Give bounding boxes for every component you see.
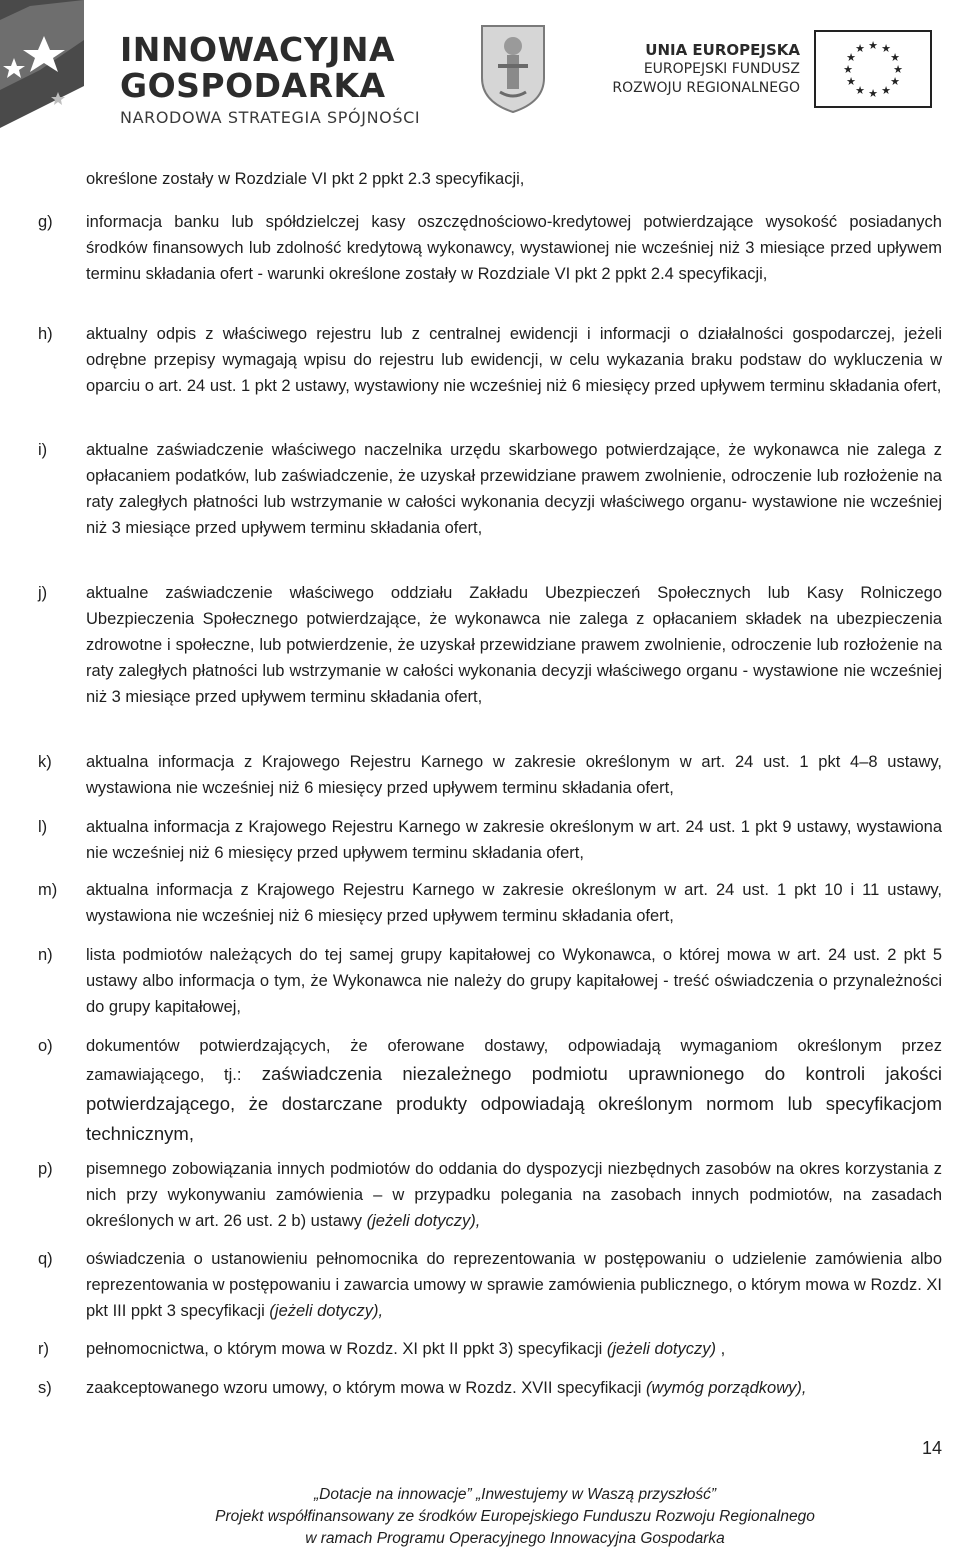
eu-title: UNIA EUROPEJSKA: [645, 41, 800, 59]
svg-text:★: ★: [881, 84, 891, 97]
svg-text:★: ★: [868, 87, 878, 100]
footer-line-3: w ramach Programu Operacyjnego Innowacyjna Gospodarka: [305, 1530, 725, 1547]
page-footer: [0, 1484, 960, 1550]
item-text-r-main: pełnomocnictwa, o którym mowa w Rozdz. XI pkt II ppkt 3) specyfikacji: [86, 1340, 607, 1358]
item-text-s-italic: (wymóg porządkowy),: [646, 1379, 807, 1397]
svg-text:★: ★: [846, 75, 856, 88]
footer-line-1: „Dotacje na innowacje” „Inwestujemy w Waszą przyszłość”: [314, 1486, 716, 1503]
logo-line-1: INNOWACYJNA: [120, 30, 396, 69]
item-label-g: g): [38, 213, 53, 231]
item-text-m: aktualna informacja z Krajowego Rejestru Karnego w zakresie określonym w art. 24 ust. 1 pkt 10 i 11 ustawy, wystawiona nie wcześniej niż 6 miesięcy przed upływem terminu składania ofert,: [86, 881, 942, 925]
item-label-k: k): [38, 753, 52, 771]
item-label-q: q): [38, 1250, 53, 1268]
item-text-h: aktualny odpis z właściwego rejestru lub z centralnej ewidencji i informacji o działalności gospodarczej, jeżeli odrębne przepisy wymagają wpisu do rejestru lub ewidencji, w celu wykazania braku podstaw do wykluczenia w oparciu o art. 24 ust. 1 pkt 2 ustawy, wystawiony nie wcześniej niż 6 miesięcy przed upływem terminu składania ofert,: [86, 325, 942, 395]
item-text-p-main: pisemnego zobowiązania innych podmiotów do oddania do dyspozycji niezbędnych zasobów na okres korzystania z nich przy wykonywaniu zamówienia – w przypadku polegania na zasobach innych podmiotów, na zasadach określonych w art. 26 ust. 2 b) ustawy: [86, 1160, 942, 1230]
svg-text:★: ★: [843, 63, 853, 76]
item-text-g: informacja banku lub spółdzielczej kasy oszczędnościowo-kredytowej potwierdzające wysokość posiadanych środków finansowych lub zdolność kredytową wykonawcy, wystawionej nie wcześniej niż 3 miesiące przed upływem terminu składania ofert - warunki określone zostały w Rozdziale VI pkt 2 ppkt 2.4 specyfikacji,: [86, 213, 942, 283]
svg-text:★: ★: [855, 42, 865, 55]
svg-text:★: ★: [893, 63, 903, 76]
eu-fund-line-2: ROZWOJU REGIONALNEGO: [612, 80, 800, 96]
page-header: [0, 0, 960, 140]
item-label-i: i): [38, 441, 48, 459]
svg-text:★: ★: [868, 39, 878, 52]
item-text-p: [86, 1156, 942, 1234]
eu-fund-line-1: EUROPEJSKI FUNDUSZ: [643, 61, 800, 77]
item-text-p-italic: (jeżeli dotyczy),: [366, 1212, 481, 1230]
item-label-s: s): [38, 1379, 52, 1397]
item-label-h: h): [38, 325, 53, 343]
item-continuation: określone zostały w Rozdziale VI pkt 2 ppkt 2.3 specyfikacji,: [86, 170, 525, 188]
item-text-r-italic: (jeżeli dotyczy): [606, 1340, 716, 1358]
item-text-i: aktualne zaświadczenie właściwego naczelnika urzędu skarbowego potwierdzające, że wykonawca nie zalega z opłacaniem podatków, lub zaświadczenie, że uzyskał przewidziane prawem zwolnienie, odroczenie lub rozłożenie na raty zaległych płatności lub wstrzymanie w całości wykonania decyzji właściwego organu- wystawione nie wcześniej niż 3 miesiące przed upływem terminu składania ofert,: [86, 441, 942, 537]
svg-text:★: ★: [881, 42, 891, 55]
item-text-s: [86, 1375, 942, 1401]
item-text-q-main: oświadczenia o ustanowieniu pełnomocnika do reprezentowania w postępowaniu o udzielenie zamówienia albo reprezentowania w postępowaniu i zawarcia umowy w sprawie zamówienia publicznego, o którym mowa w Rozdz. XI pkt III ppkt 3 specyfikacji: [86, 1250, 942, 1320]
item-label-n: n): [38, 946, 53, 964]
eu-text-block: [585, 40, 800, 98]
item-text-o-part2: zaświadczenia niezależnego podmiotu uprawnionego do kontroli jakości potwierdzającego, że dostarczane produkty odpowiadają określonym normom lub specyfikacjom technicznym,: [86, 1063, 942, 1144]
logo-line-2: GOSPODARKA: [120, 66, 386, 105]
svg-text:★: ★: [846, 51, 856, 64]
item-text-n: lista podmiotów należących do tej samej grupy kapitałowej co Wykonawca, o której mowa w art. 24 ust. 2 pkt 5 ustawy albo informacja o tym, że Wykonawca nie należy do grupy kapitałowej - treść oświadczenia o przynależności do grupy kapitałowej,: [86, 946, 942, 1016]
item-text-k: aktualna informacja z Krajowego Rejestru Karnego w zakresie określonym w art. 24 ust. 1 pkt 4–8 ustawy, wystawiona nie wcześniej niż 6 miesięcy przed upływem terminu składania ofert,: [86, 753, 942, 797]
innowacyjna-gospodarka-logo-icon: [0, 0, 118, 128]
item-label-r: r): [38, 1340, 49, 1358]
item-label-p: p): [38, 1160, 53, 1178]
svg-text:★: ★: [890, 75, 900, 88]
item-text-j: aktualne zaświadczenie właściwego oddziału Zakładu Ubezpieczeń Społecznych lub Kasy Rolniczego Ubezpieczenia Społecznego potwierdzające, że wykonawca nie zalega z opłacaniem składek na ubezpieczenia zdrowotne i społeczne, lub potwierdzenie, że uzyskał przewidziane prawem zwolnienie, odroczenie lub rozłożenie na raty zaległych płatności lub wstrzymanie w całości wykonania decyzji właściwego organu - wystawione nie wcześniej niż 3 miesiące przed upływem terminu składania ofert,: [86, 584, 942, 706]
svg-text:★: ★: [890, 51, 900, 64]
item-text-s-main: zaakceptowanego wzoru umowy, o którym mowa w Rozdz. XVII specyfikacji: [86, 1379, 646, 1397]
item-text-o-part1: dokumentów potwierdzających, że oferowane dostawy, odpowiadają wymaganiom określonym przez zamawiającego, tj.:: [86, 1037, 942, 1084]
item-text-r-tail: ,: [715, 1340, 726, 1358]
item-label-j: j): [38, 584, 48, 602]
item-label-o: o): [38, 1037, 53, 1055]
item-label-l: l): [38, 818, 48, 836]
svg-text:★: ★: [855, 84, 865, 97]
item-text-q: [86, 1246, 942, 1324]
item-text-q-italic: (jeżeli dotyczy),: [269, 1302, 384, 1320]
eu-flag-icon: [814, 30, 932, 108]
item-text-o: [86, 1033, 942, 1149]
innowacyjna-gospodarka-wordmark: [120, 32, 420, 127]
coat-of-arms-icon: [478, 22, 548, 114]
item-text-r: [86, 1336, 942, 1362]
logo-subtitle: NARODOWA STRATEGIA SPÓJNOŚCI: [120, 108, 421, 127]
item-label-m: m): [38, 881, 58, 899]
page-number: 14: [921, 1438, 942, 1458]
footer-line-2: Projekt współfinansowany ze środków Europejskiego Funduszu Rozwoju Regionalnego: [215, 1508, 815, 1525]
item-text-l: aktualna informacja z Krajowego Rejestru Karnego w zakresie określonym w art. 24 ust. 1 pkt 9 ustawy, wystawiona nie wcześniej niż 6 miesięcy przed upływem terminu składania ofert,: [86, 818, 942, 862]
